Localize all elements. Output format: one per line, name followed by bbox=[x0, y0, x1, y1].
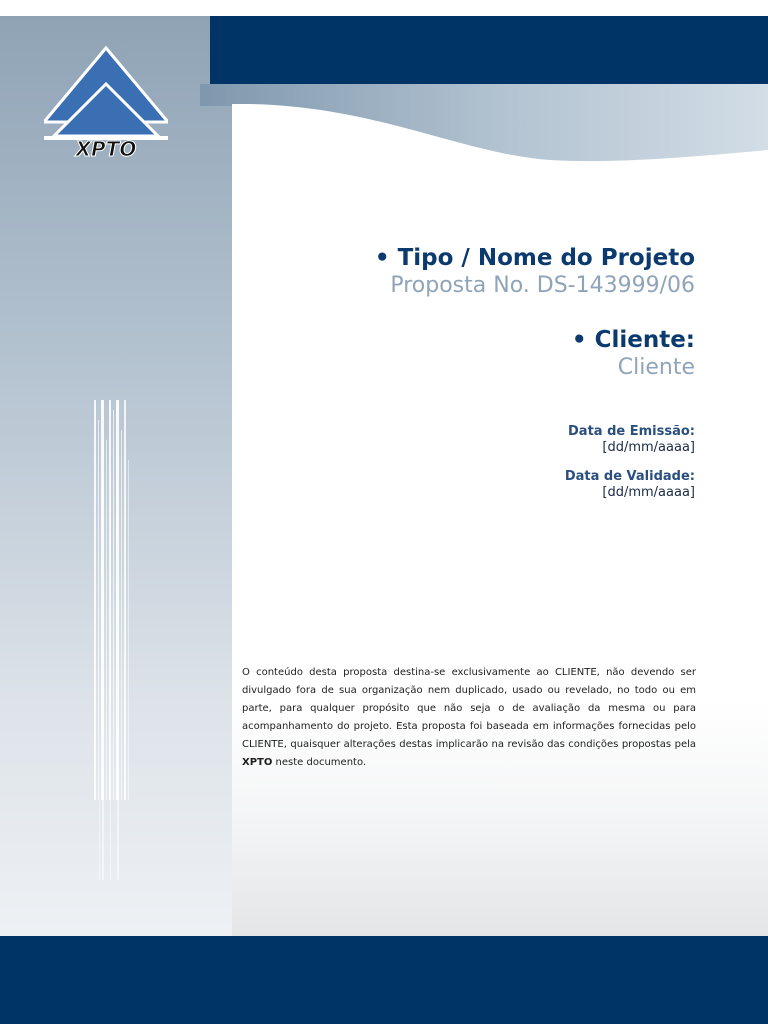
issue-date-value: [dd/mm/aaaa] bbox=[602, 440, 695, 455]
barcode-decoration bbox=[94, 400, 130, 880]
dates-block bbox=[565, 424, 695, 501]
disclaimer-text-end: neste documento. bbox=[272, 757, 367, 768]
cover-title-block bbox=[375, 244, 695, 382]
header-wave bbox=[200, 84, 768, 184]
xpto-logo bbox=[44, 44, 168, 164]
proposal-number: Proposta No. DS-143999/06 bbox=[390, 273, 695, 298]
project-title: • Tipo / Nome do Projeto bbox=[374, 245, 695, 271]
disclaimer-brand: XPTO bbox=[242, 757, 273, 768]
client-label: • Cliente: bbox=[571, 327, 695, 353]
footer-bar bbox=[0, 936, 768, 1024]
header-bar bbox=[210, 16, 768, 84]
issue-date-label: Data de Emissão: bbox=[568, 424, 695, 439]
confidentiality-disclaimer bbox=[242, 664, 696, 772]
validity-date-label: Data de Validade: bbox=[564, 469, 695, 484]
top-margin bbox=[0, 0, 768, 16]
client-value: Cliente bbox=[617, 355, 695, 380]
validity-date-value: [dd/mm/aaaa] bbox=[602, 485, 695, 500]
disclaimer-text: O conteúdo desta proposta destina-se exclusivamente ao CLIENTE, não devendo ser divulgado fora de sua organização nem duplicado, usado ou revelado, no todo ou em parte, para qualquer propósito que não seja o de avaliação da mesma ou para acompanhamento do projeto. Esta proposta foi baseada em informações fornecidas pelo CLIENTE, quaisquer alterações destas implicarão na revisão das condições propostas pela bbox=[242, 667, 696, 750]
xpto-logo-text: XPTO bbox=[75, 137, 137, 161]
